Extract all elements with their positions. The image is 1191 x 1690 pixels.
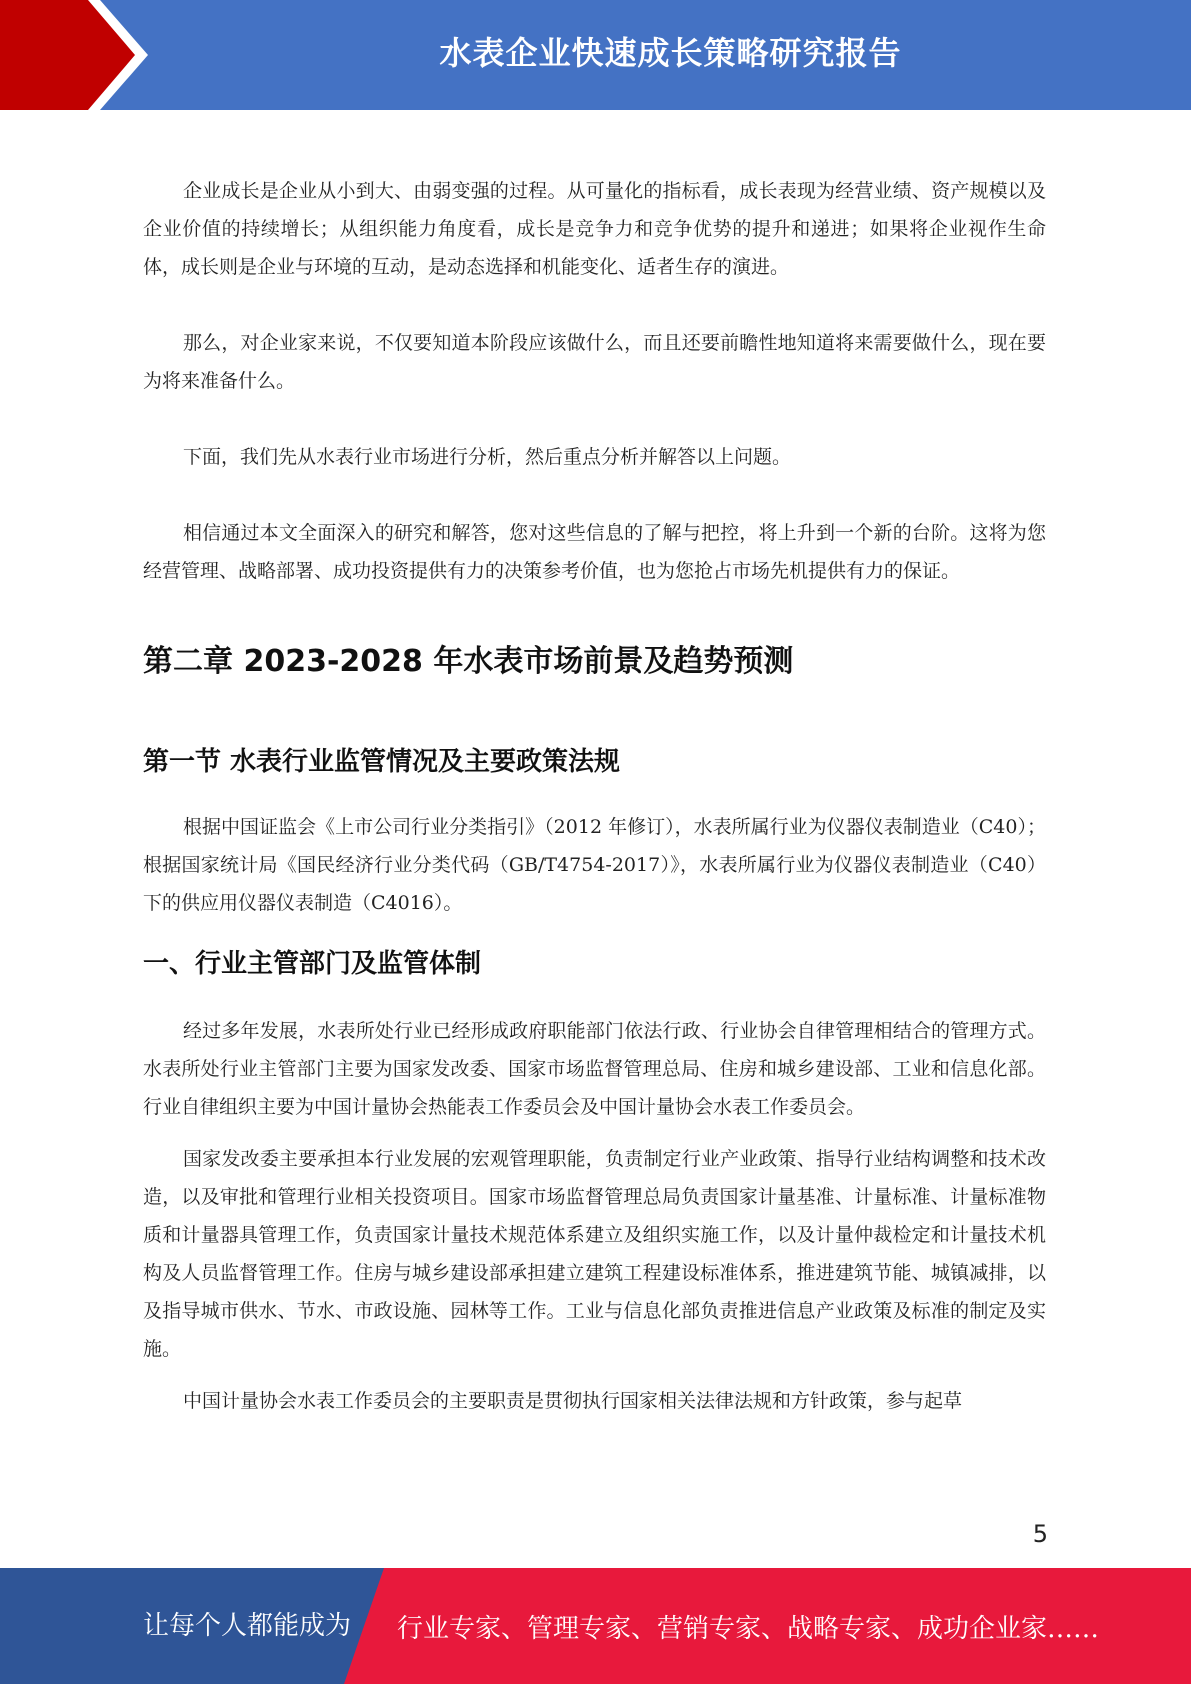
intro-paragraph-1: 企业成长是企业从小到大、由弱变强的过程。从可量化的指标看，成长表现为经营业绩、资产规模以及企业价值的持续增长；从组织能力角度看，成长是竞争力和竞争优势的提升和递进；如果将企业视作生命体，成长则是企业与环境的互动，是动态选择和机能变化、适者生存的演进。: [143, 180, 1046, 278]
intro-paragraph-3: 下面，我们先从水表行业市场进行分析，然后重点分析并解答以上问题。: [183, 446, 792, 468]
section-heading: 第一节 水表行业监管情况及主要政策法规: [143, 747, 621, 777]
page-number: 5: [1032, 1520, 1048, 1548]
intro-paragraph-4: 相信通过本文全面深入的研究和解答，您对这些信息的了解与把控，将上升到一个新的台阶。这将为您经营管理、战略部署、成功投资提供有力的决策参考价值，也为您抢占市场先机提供有力的保证。: [143, 522, 1046, 582]
intro-paragraph-2: 那么，对企业家来说，不仅要知道本阶段应该做什么，而且还要前瞻性地知道将来需要做什么，现在要为将来准备什么。: [143, 332, 1046, 392]
subsection-paragraph-3: 中国计量协会水表工作委员会的主要职责是贯彻执行国家相关法律法规和方针政策，参与起草: [183, 1390, 963, 1412]
section-paragraph: 根据中国证监会《上市公司行业分类指引》（2012 年修订），水表所属行业为仪器仪表制造业（C40）；根据国家统计局《国民经济行业分类代码（GB/T4754-2017）》，水表所属行业为仪器仪表制造业（C40）下的供应用仪器仪表制造（C4016）。: [143, 816, 1046, 914]
subsection-paragraph-1: 经过多年发展，水表所处行业已经形成政府职能部门依法行政、行业协会自律管理相结合的管理方式。水表所处行业主管部门主要为国家发改委、国家市场监督管理总局、住房和城乡建设部、工业和信息化部。行业自律组织主要为中国计量协会热能表工作委员会及中国计量协会水表工作委员会。: [143, 1020, 1046, 1118]
subsection-heading: 一、行业主管部门及监管体制: [143, 949, 482, 979]
report-title: 水表企业快速成长策略研究报告: [439, 34, 902, 72]
footer-slogan-right: 行业专家、管理专家、营销专家、战略专家、成功企业家……: [397, 1614, 1100, 1644]
subsection-paragraph-2: 国家发改委主要承担本行业发展的宏观管理职能，负责制定行业产业政策、指导行业结构调整和技术改造，以及审批和管理行业相关投资项目。国家市场监督管理总局负责国家计量基准、计量标准、计量标准物质和计量器具管理工作，负责国家计量技术规范体系建立及组织实施工作，以及计量仲裁检定和计量技术机构及人员监督管理工作。住房与城乡建设部承担建立建筑工程建设标准体系，推进建筑节能、城镇减排，以及指导城市供水、节水、市政设施、园林等工作。工业与信息化部负责推进信息产业政策及标准的制定及实施。: [143, 1148, 1046, 1360]
page-footer: [0, 1568, 1191, 1684]
page-header: [0, 0, 1191, 110]
chapter-heading: 第二章 2023-2028 年水表市场前景及趋势预测: [143, 644, 794, 679]
page-content: [143, 172, 1046, 1420]
footer-slogan-left: 让每个人都能成为: [143, 1611, 352, 1641]
